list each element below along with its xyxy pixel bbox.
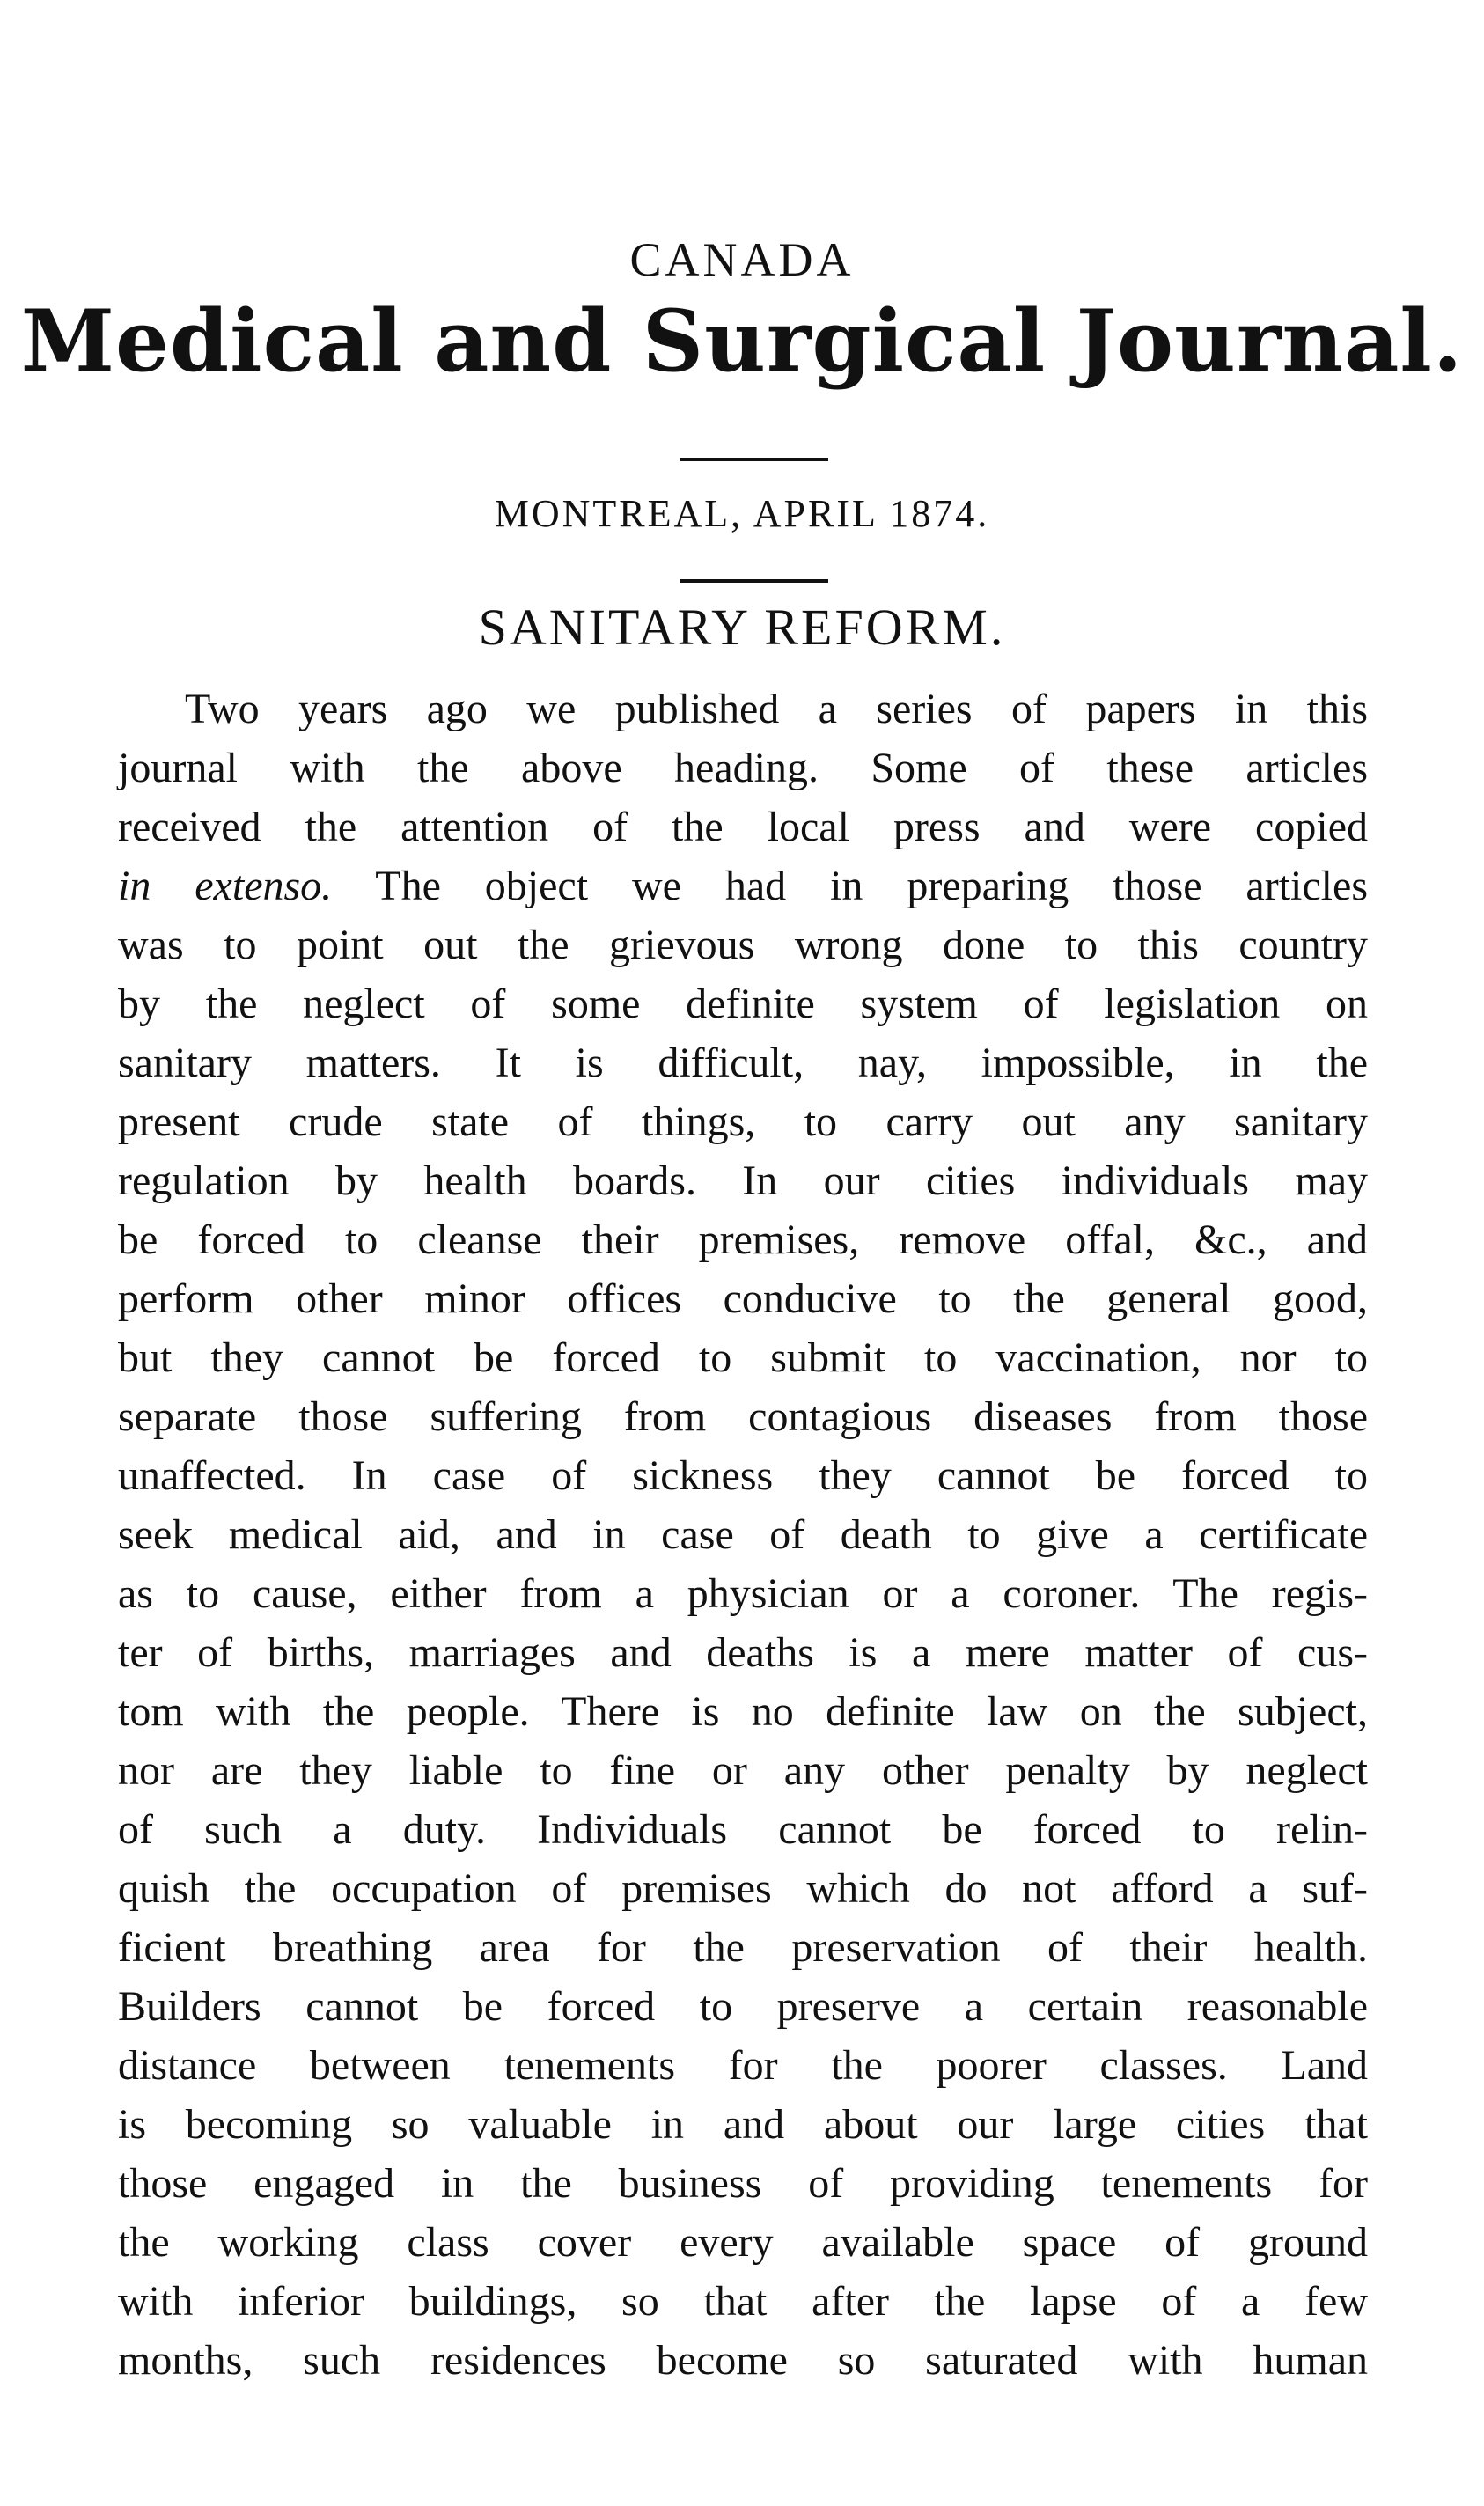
title-divider — [680, 458, 828, 461]
body-line: received the attention of the local press and were copied — [118, 804, 1368, 850]
dateline: MONTREAL, APRIL 1874. — [494, 492, 990, 535]
body-line: tom with the people. There is no definite law on the subject, — [118, 1688, 1368, 1735]
body-line: as to cause, either from a physician or a coroner. The regis- — [118, 1570, 1368, 1617]
body-line: was to point out the grievous wrong done to this country — [118, 922, 1368, 968]
body-line: quish the occupation of premises which do not afford a suf- — [118, 1865, 1368, 1912]
journal-title: Medical and Surgical Journal. — [20, 291, 1464, 391]
body-line: distance between tenements for the poorer classes. Land — [118, 2042, 1368, 2089]
body-line: separate those suffering from contagious diseases from those — [118, 1393, 1368, 1440]
body-line: present crude state of things, to carry out any sanitary — [118, 1099, 1368, 1145]
body-line: those engaged in the business of providing tenements for — [118, 2160, 1368, 2207]
body-line: perform other minor offices conducive to the general good, — [118, 1275, 1368, 1322]
body-line: by the neglect of some definite system of legislation on — [118, 981, 1368, 1027]
body-line: but they cannot be forced to submit to vaccination, nor to — [118, 1334, 1368, 1381]
body-line: Two years ago we published a series of papers in this — [185, 686, 1368, 732]
body-line: is becoming so valuable in and about our large cities that — [118, 2101, 1368, 2148]
body-line: of such a duty. Individuals cannot be forced to relin- — [118, 1806, 1368, 1853]
body-line — [118, 856, 1368, 915]
body-line: with inferior buildings, so that after the lapse of a few — [118, 2278, 1368, 2325]
body-line: unaffected. In case of sickness they cannot be forced to — [118, 1452, 1368, 1499]
body-line: sanitary matters. It is difficult, nay, impossible, in the — [118, 1040, 1368, 1086]
dateline-divider — [680, 579, 828, 583]
body-line: be forced to cleanse their premises, remove offal, &c., and — [118, 1216, 1368, 1263]
article-heading: SANITARY REFORM. — [478, 599, 1006, 656]
body-line: regulation by health boards. In our cities individuals may — [118, 1157, 1368, 1204]
article-body — [118, 680, 1368, 2390]
italic-phrase: in extenso. — [118, 863, 333, 909]
journal-kicker: CANADA — [629, 233, 855, 286]
body-line: Builders cannot be forced to preserve a certain reasonable — [118, 1983, 1368, 2030]
body-line: journal with the above heading. Some of these articles — [118, 745, 1368, 791]
body-line: the working class cover every available space of ground — [118, 2219, 1368, 2266]
body-line: ter of births, marriages and deaths is a mere matter of cus- — [118, 1629, 1368, 1676]
body-line: months, such residences become so saturated with human — [118, 2337, 1368, 2384]
body-line: nor are they liable to fine or any other penalty by neglect — [118, 1747, 1368, 1794]
body-line-text: The object we had in preparing those articles — [375, 863, 1369, 909]
body-line: seek medical aid, and in case of death to give a certificate — [118, 1511, 1368, 1558]
body-line: ficient breathing area for the preservation of their health. — [118, 1924, 1368, 1971]
